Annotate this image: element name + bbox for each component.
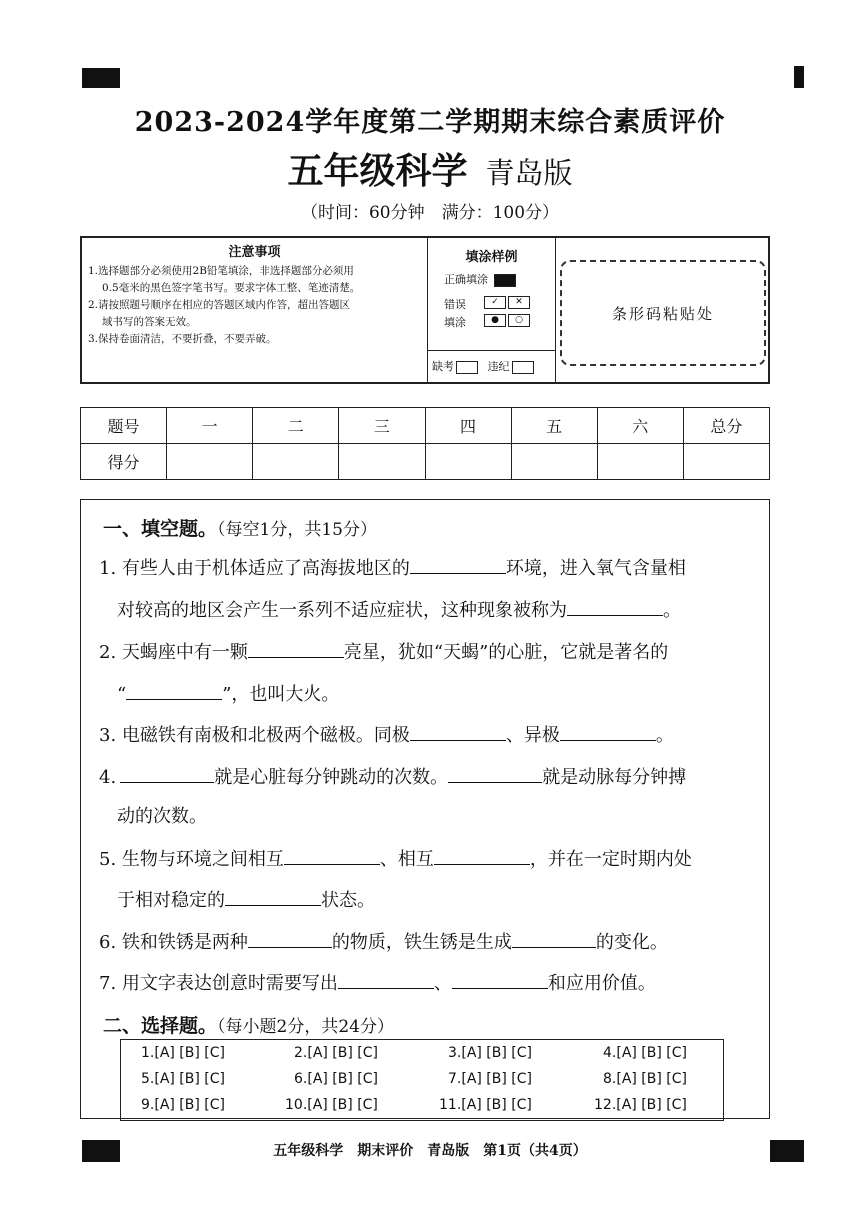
question-7 [99, 972, 656, 994]
section-1-title [103, 514, 377, 541]
q-text: 1. 有些人由于机体适应了高海拔地区的 [99, 558, 410, 579]
choice-option-row[interactable]: 7.[A] [B] [C] [448, 1071, 532, 1087]
choice-option-row[interactable]: 12.[A] [B] [C] [594, 1097, 687, 1113]
choice-option-row[interactable]: 3.[A] [B] [C] [448, 1045, 532, 1061]
fill-correct-label: 正确填涂 [444, 273, 488, 286]
score-cell[interactable] [597, 444, 683, 480]
q-text: 6. 铁和铁锈是两种 [99, 932, 248, 953]
q-text: 3. 电磁铁有南极和北极两个磁极。同极 [99, 725, 410, 746]
choice-option-row[interactable]: 11.[A] [B] [C] [439, 1097, 532, 1113]
fill-divider [428, 350, 555, 351]
q-text: 的变化。 [595, 932, 668, 953]
notice-item: 0.5毫米的黑色签字笔书写。要求字体工整、笔迹清楚。 [102, 282, 361, 294]
registration-mark-top-left [82, 68, 120, 88]
q-text: 的物质，铁生锈是生成 [331, 932, 512, 953]
fill-correct-row [444, 271, 555, 287]
question-2-line-2 [117, 683, 339, 705]
score-cell[interactable] [425, 444, 511, 480]
choice-option-row[interactable]: 5.[A] [B] [C] [141, 1071, 225, 1087]
section-2-title [103, 1011, 394, 1038]
choice-option-row[interactable]: 9.[A] [B] [C] [141, 1097, 225, 1113]
subject: 五年级科学 [287, 150, 468, 192]
answer-blank[interactable] [448, 766, 542, 783]
answer-blank[interactable] [338, 972, 434, 989]
wrong-marks-row-1 [482, 295, 530, 309]
question-5-line-1 [99, 848, 692, 870]
answer-blank[interactable] [410, 557, 506, 574]
score-cell[interactable] [167, 444, 253, 480]
fill-wrong-block [444, 293, 555, 331]
fill-wrong-label: 错误 [444, 298, 466, 311]
notice-item: 1.选择题部分必须使用2B铅笔填涂，非选择题部分必须用 [88, 265, 354, 277]
answer-blank[interactable] [120, 766, 214, 783]
fill-wrong-label-2: 填涂 [444, 316, 466, 329]
notice-item: 域书写的答案无效。 [102, 316, 197, 328]
section-1-heading: 一、填空题。 [103, 518, 218, 540]
q-text: 亮星，犹如“天蝎”的心脏，它就是著名的 [343, 642, 669, 663]
choice-option-row[interactable]: 4.[A] [B] [C] [603, 1045, 687, 1061]
score-cell[interactable] [253, 444, 339, 480]
q-text: 于相对稳定的 [117, 890, 225, 911]
answer-blank[interactable] [567, 599, 663, 616]
score-cell[interactable] [683, 444, 769, 480]
score-header-cell: 三 [339, 408, 425, 444]
q-text: 状态。 [321, 890, 375, 911]
q-text: 动的次数。 [117, 806, 207, 827]
subject-title [0, 143, 860, 194]
q-text: 、相互 [379, 849, 434, 870]
score-table-row [81, 444, 770, 480]
fill-sample-heading: 填涂样例 [465, 250, 518, 265]
q-text: 4. [99, 767, 117, 788]
edition: 青岛版 [485, 156, 573, 190]
q-text: 7. 用文字表达创意时需要写出 [99, 973, 338, 994]
notice-items [82, 238, 428, 382]
q-text: 2. 天蝎座中有一颗 [99, 642, 248, 663]
violation-label: 违纪 [487, 360, 510, 373]
dot-mark-icon: ● [484, 314, 506, 327]
fill-sample [428, 238, 556, 382]
score-row-label: 得分 [81, 444, 167, 480]
q-text: 环境，进入氧气含量相 [505, 558, 686, 579]
barcode-area: 条形码粘贴处 [560, 260, 766, 366]
q-text: 就是心脏每分钟跳动的次数。 [214, 767, 449, 788]
score-cell[interactable] [339, 444, 425, 480]
answer-blank[interactable] [284, 848, 380, 865]
notice-item: 3.保持卷面清洁，不要折叠，不要弄破。 [88, 333, 277, 345]
choice-option-row[interactable]: 1.[A] [B] [C] [141, 1045, 225, 1061]
score-header-cell: 四 [425, 408, 511, 444]
cross-mark-icon: ✕ [508, 296, 530, 309]
question-6 [99, 931, 668, 953]
answer-blank[interactable] [126, 683, 222, 700]
answer-blank[interactable] [560, 724, 656, 741]
page-footer: 五年级科学 期末评价 青岛版 第1页（共4页） [273, 1143, 587, 1159]
score-header-cell: 一 [167, 408, 253, 444]
answer-blank[interactable] [225, 889, 321, 906]
q-text: 和应用价值。 [547, 973, 656, 994]
answer-blank[interactable] [452, 972, 548, 989]
circle-mark-icon: ○ [508, 314, 530, 327]
answer-blank[interactable] [410, 724, 506, 741]
notice-heading: 注意事项 [228, 245, 281, 260]
score-cell[interactable] [511, 444, 597, 480]
q-text: 。 [663, 600, 681, 621]
answer-blank[interactable] [512, 931, 596, 948]
q-text: 、 [433, 973, 452, 994]
choice-option-row[interactable]: 8.[A] [B] [C] [603, 1071, 687, 1087]
question-4-line-1 [99, 766, 686, 788]
section-2-heading: 二、选择题。 [103, 1015, 218, 1037]
answer-blank[interactable] [248, 931, 332, 948]
registration-mark-top-right [794, 66, 804, 88]
question-4-line-2 [117, 807, 207, 827]
score-header-cell: 五 [511, 408, 597, 444]
section-1-note: （每空1分，共15分） [217, 520, 377, 540]
question-5-line-2 [117, 889, 375, 911]
score-header-cell: 题号 [81, 408, 167, 444]
score-header-cell: 总分 [683, 408, 769, 444]
wrong-marks-row-2 [482, 313, 530, 327]
score-header-cell: 二 [253, 408, 339, 444]
q-text: “ [117, 684, 127, 705]
solid-mark-icon [494, 274, 516, 287]
q-text: ”，也叫大火。 [222, 684, 340, 705]
q-text: 。 [655, 725, 674, 746]
absent-violation-row [432, 358, 534, 374]
q-text: 对较高的地区会产生一系列不适应症状，这种现象被称为 [117, 600, 567, 621]
answer-area [80, 499, 770, 1119]
score-table [80, 407, 770, 480]
q-text: 、异极 [505, 725, 560, 746]
q-text: ，并在一定时期内处 [529, 849, 692, 870]
choice-answer-grid [120, 1039, 724, 1121]
exam-title: 2023-2024学年度第二学期期末综合素质评价 [134, 107, 726, 138]
q-text: 就是动脉每分钟搏 [542, 767, 687, 788]
question-2-line-1 [99, 641, 668, 663]
notice-item: 2.请按照题号顺序在相应的答题区域内作答，超出答题区 [88, 299, 351, 311]
q-text: 5. 生物与环境之间相互 [99, 849, 284, 870]
section-2-note: （每小题2分，共24分） [217, 1017, 394, 1037]
choice-option-row[interactable]: 2.[A] [B] [C] [294, 1045, 378, 1061]
violation-checkbox[interactable] [512, 361, 534, 374]
absent-checkbox[interactable] [456, 361, 478, 374]
question-3 [99, 724, 674, 746]
question-1-line-2 [117, 599, 681, 621]
score-table-header-row [81, 408, 770, 444]
score-header-cell: 六 [597, 408, 683, 444]
notice-box [80, 236, 770, 384]
answer-blank[interactable] [248, 641, 344, 658]
check-mark-icon: ✓ [484, 296, 506, 309]
choice-option-row[interactable]: 6.[A] [B] [C] [294, 1071, 378, 1087]
question-1-line-1 [99, 557, 686, 579]
time-info: （时间：60分钟 满分：100分） [300, 203, 560, 223]
choice-option-row[interactable]: 10.[A] [B] [C] [285, 1097, 378, 1113]
absent-label: 缺考 [432, 360, 454, 373]
answer-blank[interactable] [434, 848, 530, 865]
